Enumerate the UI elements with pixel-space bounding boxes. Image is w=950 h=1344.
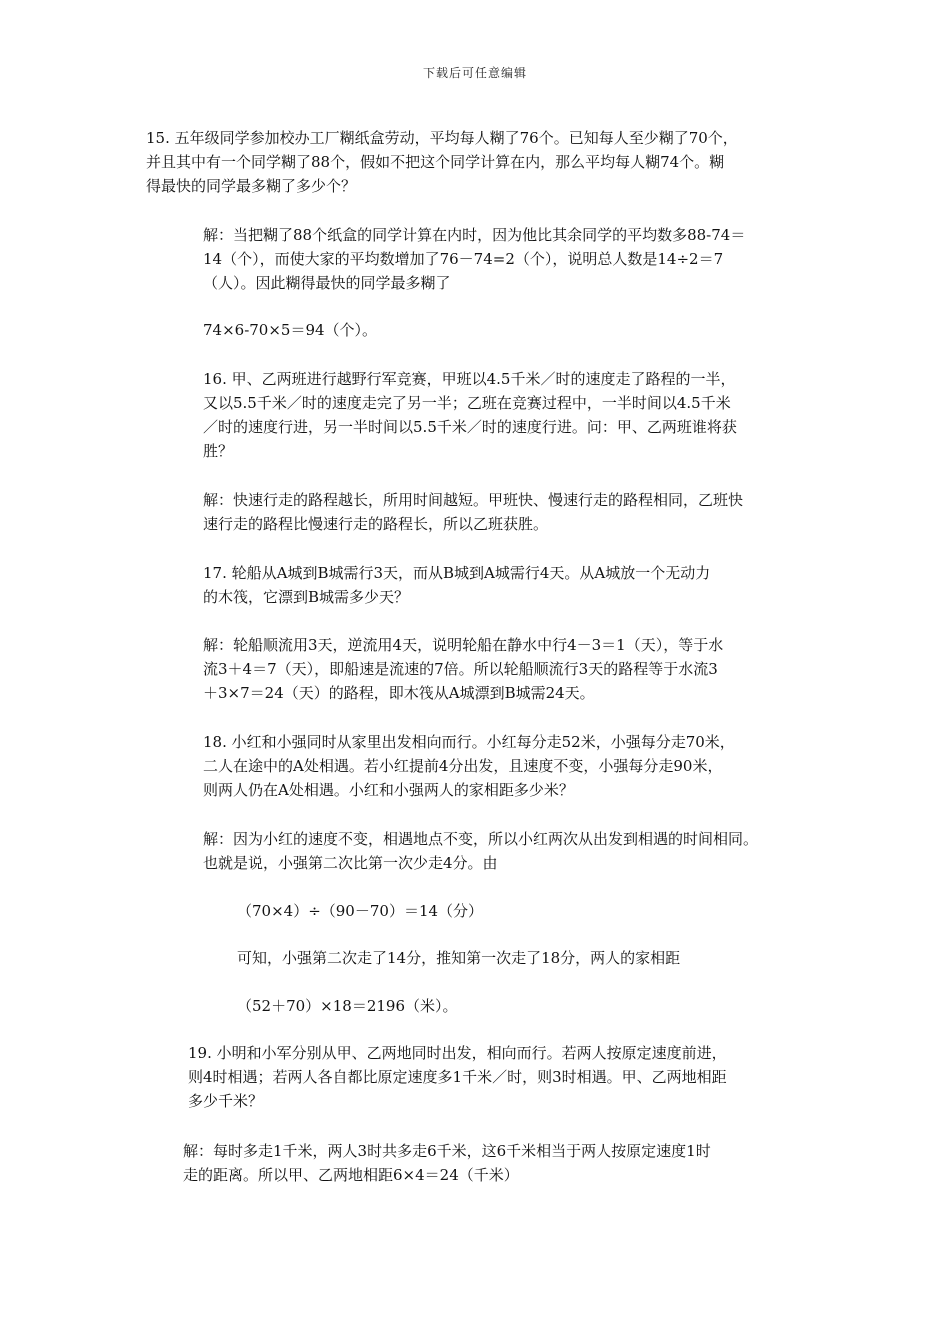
solution-15-formula: [203, 318, 377, 342]
text-line: 解：快速行走的路程越长，所用时间越短。甲班快、慢速行走的路程相同，乙班快: [203, 491, 744, 509]
text-line: 解：因为小红的速度不变，相遇地点不变，所以小红两次从出发到相遇的时间相同。: [203, 830, 759, 848]
text-line: 74×6-70×5＝94（个）。: [203, 321, 378, 339]
text-line: 17. 轮船从A城到B城需行3天，而从B城到A城需行4天。从A城放一个无动力: [203, 564, 711, 582]
text-line: 二人在途中的A处相遇。若小红提前4分出发，且速度不变，小强每分走90米，: [203, 757, 723, 775]
text-line: 18. 小红和小强同时从家里出发相向而行。小红每分走52米，小强每分走70米，: [203, 733, 735, 751]
text-line: ／时的速度行进，另一半时间以5.5千米／时的速度行进。问：甲、乙两班谁将获: [203, 418, 737, 436]
text-line: 16. 甲、乙两班进行越野行军竞赛，甲班以4.5千米／时的速度走了路程的一半，: [203, 370, 736, 388]
text-line: （人）。因此糊得最快的同学最多糊了: [203, 274, 451, 292]
text-line: 则两人仍在A处相遇。小红和小强两人的家相距多少米？: [203, 781, 574, 799]
problem-19: [188, 1041, 727, 1113]
text-line: 也就是说，小强第二次比第一次少走4分。由: [203, 854, 498, 872]
text-line: 的木筏，它漂到B城需多少天？: [203, 588, 410, 606]
text-line: 流3＋4＝7（天），即船速是流速的7倍。所以轮船顺流行3天的路程等于水流3: [203, 660, 718, 678]
problem-15: [146, 126, 738, 198]
text-line: 多少千米？: [188, 1092, 264, 1110]
text-line: （52＋70）×18＝2196（米）。: [237, 997, 458, 1015]
solution-15: [203, 223, 745, 295]
text-line: 走的距离。所以甲、乙两地相距6×4＝24（千米）: [183, 1166, 519, 1184]
text-line: 19. 小明和小军分别从甲、乙两地同时出发，相向而行。若两人按原定速度前进，: [188, 1044, 727, 1062]
text-line: 15. 五年级同学参加校办工厂糊纸盒劳动，平均每人糊了76个。已知每人至少糊了70个，: [146, 129, 738, 147]
solution-17: [203, 633, 723, 705]
solution-18-formula: [237, 899, 483, 923]
text-line: 解：当把糊了88个纸盒的同学计算在内时，因为他比其余同学的平均数多88-74＝: [203, 226, 746, 244]
problem-18: [203, 730, 735, 802]
text-line: 又以5.5千米／时的速度走完了另一半；乙班在竞赛过程中，一半时间以4.5千米: [203, 394, 731, 412]
text-line: 解：每时多走1千米，两人3时共多走6千米，这6千米相当于两人按原定速度1时: [183, 1142, 711, 1160]
text-line: ＋3×7＝24（天）的路程，即木筏从A城漂到B城需24天。: [203, 684, 595, 702]
text-line: 则4时相遇；若两人各自都比原定速度多1千米／时，则3时相遇。甲、乙两地相距: [188, 1068, 727, 1086]
solution-19: [183, 1139, 711, 1187]
page-header: 下载后可任意编辑: [422, 66, 527, 80]
text-line: 得最快的同学最多糊了多少个？: [146, 177, 357, 195]
solution-18-result: [237, 994, 458, 1018]
solution-18: [203, 827, 758, 875]
text-line: （70×4）÷（90－70）＝14（分）: [237, 902, 484, 920]
text-line: 解：轮船顺流用3天，逆流用4天，说明轮船在静水中行4－3＝1（天），等于水: [203, 636, 724, 654]
solution-18-text: [237, 946, 680, 970]
text-line: 并且其中有一个同学糊了88个，假如不把这个同学计算在内，那么平均每人糊74个。糊: [146, 153, 725, 171]
problem-17: [203, 561, 710, 609]
text-line: 14（个），而使大家的平均数增加了76－74=2（个），说明总人数是14÷2＝7: [203, 250, 724, 268]
solution-16: [203, 488, 743, 536]
text-line: 胜？: [203, 442, 234, 460]
text-line: 可知，小强第二次走了14分，推知第一次走了18分，两人的家相距: [237, 949, 681, 967]
problem-16: [203, 367, 737, 463]
text-line: 速行走的路程比慢速行走的路程长，所以乙班获胜。: [203, 515, 549, 533]
